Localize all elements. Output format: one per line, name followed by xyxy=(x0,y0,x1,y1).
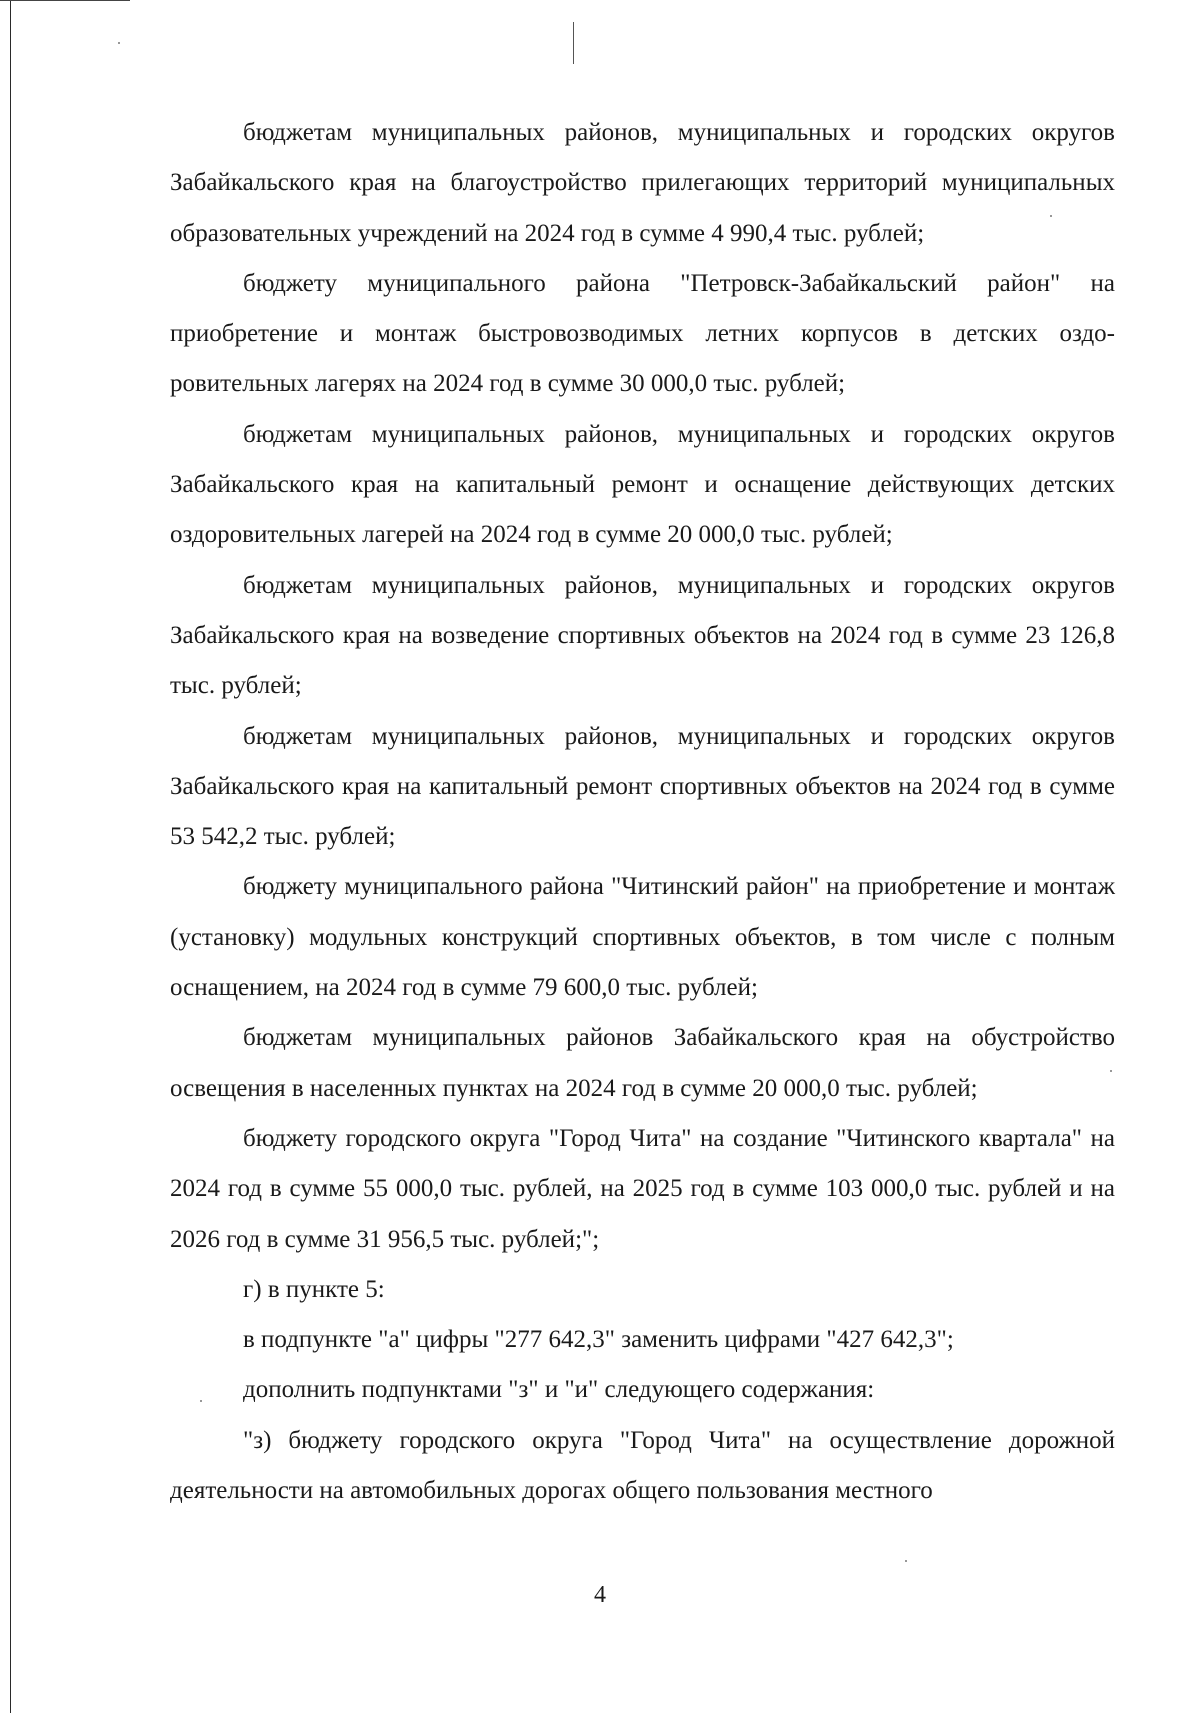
paragraph-add-subitems: дополнить подпунктами "з" и "и" следующего содержания: xyxy=(243,1376,875,1404)
scan-top-edge xyxy=(0,0,130,1)
scan-left-edge xyxy=(10,0,11,1713)
paragraph-chita-quarter: бюджету городского округа "Город Чита" на создание "Читинского квартала" на 2024 год в сумме 55 000,0 тыс. рублей, на 2025 год в сумме 103 000,0 тыс. рублей и на 2026 год в сумме 31 956,5 тыс. рублей;"; xyxy=(170,1124,1115,1253)
page-number: 4 xyxy=(594,1582,606,1608)
paragraph-sports-repair: бюджетам муниципальных районов, муниципальных и городских округов Забайкальского края на капитальный ремонт спортивных объектов на 2024 год в сумме 53 542,2 тыс. рублей; xyxy=(170,722,1115,851)
paragraph-camp-repair: бюджетам муниципальных районов, муниципальных и городских округов Забайкальского края на капитальный ремонт и оснащение действующих детских оздоровительных лагерей на 2024 год в сумме 20 000,0 тыс. рублей; xyxy=(170,420,1115,549)
scan-speck xyxy=(905,1560,907,1562)
paragraph-budget-school-territories: бюджетам муниципальных районов, муниципальных и городских округов Забайкальского края на благоустройство прилегающих территорий муниципальных образовательных учреждений на 2024 год в сумме 4 990,4 тыс. рублей; xyxy=(170,119,1115,247)
paragraph-chita-district-modular: бюджету муниципального района "Читинский район" на приобретение и монтаж (установку) модульных конструкций спортивных объектов, в том числе с полным оснащением, на 2024 год в сумме 79 600,0 тыс. рублей; xyxy=(170,873,1115,1002)
paragraph-sports-construction: бюджетам муниципальных районов, муниципальных и городских округов Забайкальского края на возведение спортивных объектов на 2024 год в сумме 23 126,8 тыс. рублей; xyxy=(170,571,1115,700)
paragraph-subitem-z: "з) бюджету городского округа "Город Чита" на осуществление дорожной деятельности на автомобильных дорогах общего пользования местного xyxy=(170,1426,1115,1505)
paragraph-petrovsk-summer-camps: бюджету муниципального района "Петровск-Забайкальский район" на приобретение и монтаж быстровозводимых летних корпусов в детских оздоровительных лагерях на 2024 год в сумме 30 000,0 тыс. рублей; xyxy=(170,269,1115,398)
document-body xyxy=(170,108,1115,1516)
paragraph-item-5: г) в пункте 5: xyxy=(243,1275,385,1303)
paragraph-subitem-a: в подпункте "а" цифры "277 642,3" заменить цифрами "427 642,3"; xyxy=(243,1326,954,1354)
scan-speck xyxy=(118,42,120,44)
scan-fold-mark xyxy=(573,22,574,64)
paragraph-lighting: бюджетам муниципальных районов Забайкальского края на обустройство освещения в населенных пунктах на 2024 год в сумме 20 000,0 тыс. рублей; xyxy=(170,1024,1115,1102)
